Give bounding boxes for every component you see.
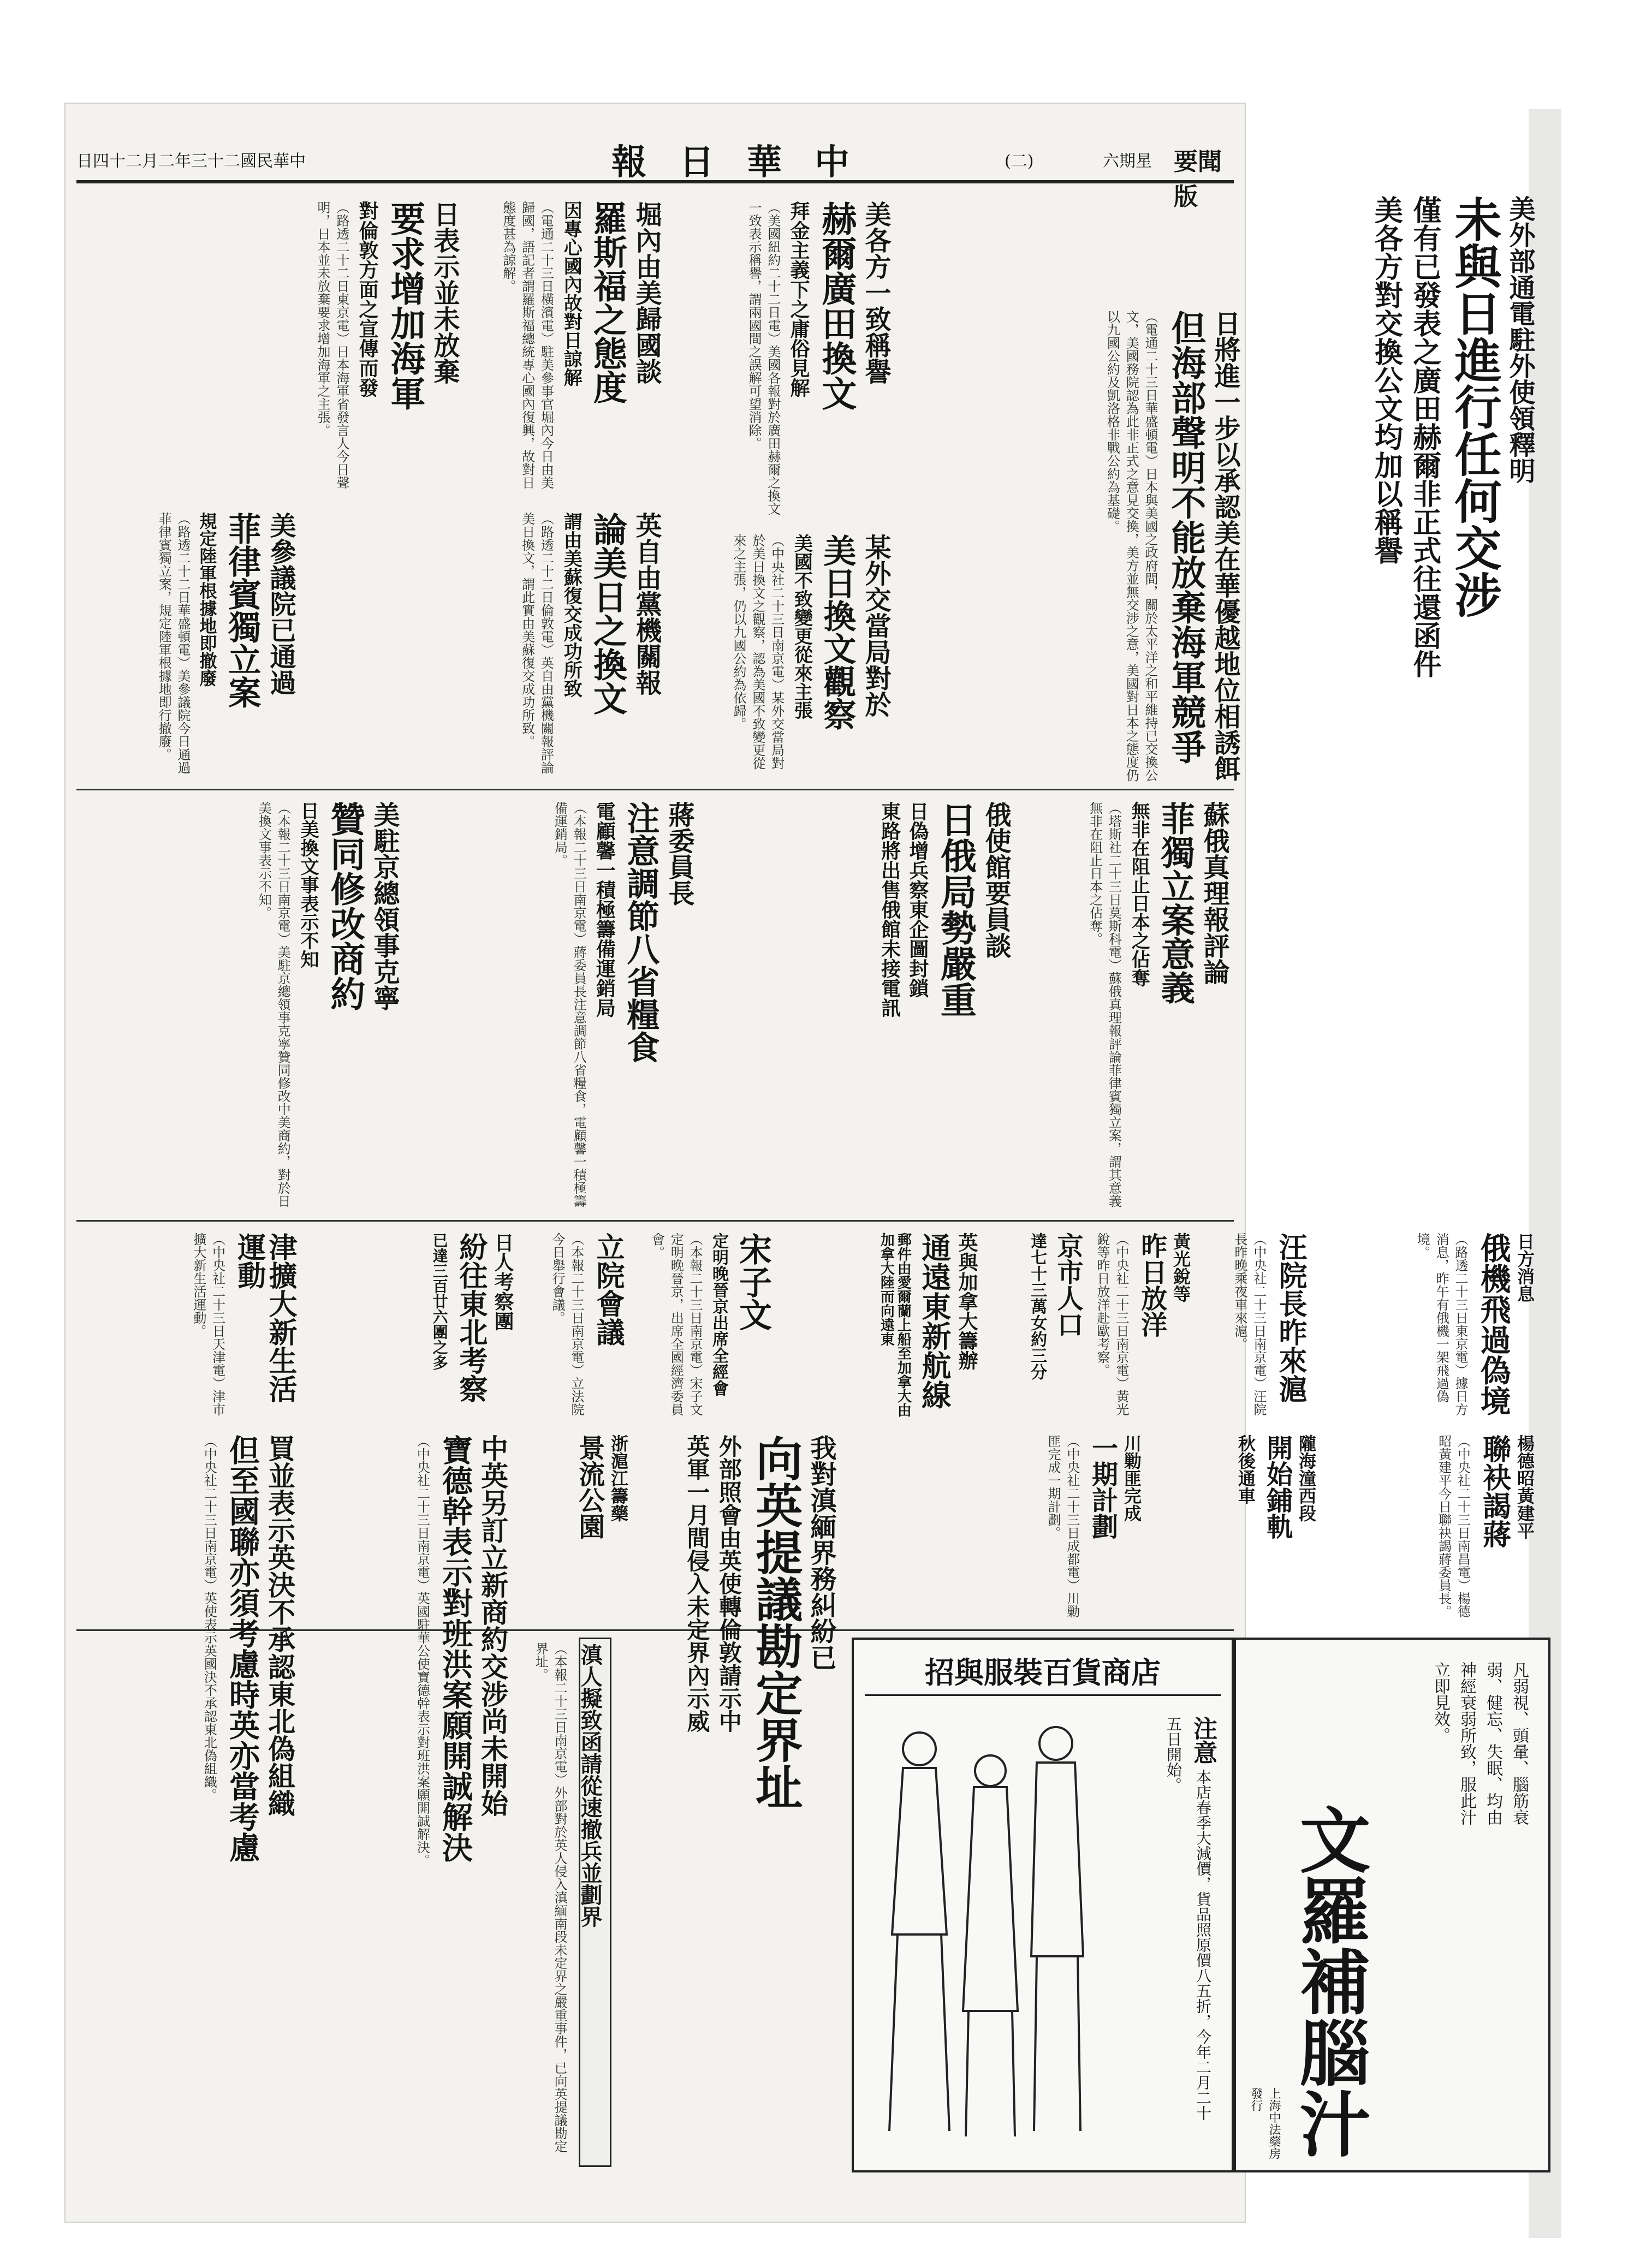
article-headline: 昨日放洋 bbox=[1136, 1233, 1167, 1337]
article-headline: 京市人口 bbox=[1053, 1233, 1083, 1337]
article-headline: 赫爾廣田換文 bbox=[816, 201, 857, 410]
article-kicker: 某外交當局對於 bbox=[860, 534, 891, 717]
masthead bbox=[76, 131, 1234, 211]
article-deck-2: 英軍一月間侵入未定界內示威 bbox=[684, 1434, 711, 1733]
article-deck: 電顧馨一積極籌備運銷局 bbox=[593, 801, 616, 1017]
article-diplomatic-view bbox=[677, 529, 895, 786]
article-body: （中央社二十三日南京電）英國駐華公使寶德幹表示對班洪案願開誠解決。 bbox=[414, 1434, 430, 1867]
article-headline: 菲獨立案意義 bbox=[1155, 801, 1196, 1004]
article-grain-regulation bbox=[415, 797, 699, 1212]
article-yang-huang bbox=[1332, 1430, 1540, 1627]
article-body: （本報二十三日南京電）美駐京總領事克寧贊同修改中美商約，對於日美換文事表示不知。 bbox=[256, 801, 291, 1207]
article-headline: 宋子文 bbox=[734, 1233, 772, 1331]
article-manchukuo-recognition bbox=[82, 1430, 300, 2167]
article-headline: 未與日進行任何交涉 bbox=[1446, 195, 1502, 618]
column-rule bbox=[76, 1220, 1234, 1222]
article-kicker: 日表示並未放棄 bbox=[429, 201, 460, 384]
column-rule bbox=[76, 789, 1234, 790]
brain-tonic-ad bbox=[1234, 1638, 1550, 2172]
article-soviet-embassy bbox=[710, 797, 1015, 1212]
article-japanese-survey bbox=[306, 1228, 519, 1425]
article-kicker: 英與加拿大籌辦 bbox=[955, 1233, 978, 1370]
article-deck-2: 東路將出售俄館未接電訊 bbox=[878, 801, 901, 1017]
article-horinouchi bbox=[480, 197, 666, 502]
article-kicker: 川勦匪完成 bbox=[1121, 1434, 1142, 1522]
article-body: （中央社二十三日南京電）某外交當局對於美日換文之觀察，認為美國不致變更從來之主張，仍以九國公約為依歸。 bbox=[731, 534, 785, 770]
article-headline: 但海部聲明不能放棄海軍競爭 bbox=[1165, 310, 1207, 764]
article-kicker: 買並表示英決不承認東北偽組織 bbox=[264, 1434, 296, 1817]
ad-notice-body: 本店春季大減價，貨品照原價八五折，今年二月二十五日開始。 bbox=[1164, 1716, 1212, 2121]
article-deck: 僅有已發表之廣田赫爾非正式往還函件 bbox=[1407, 195, 1441, 678]
article-body: （中央社二十三日南京電）汪院長昨晚乘夜車來滬。 bbox=[1232, 1233, 1267, 1416]
article-body: （本報二十三日南京電）蔣委員長注意調節八省糧食，電顧馨一積極籌備運銷局。 bbox=[552, 801, 587, 1207]
article-headline: 景流公園 bbox=[574, 1434, 605, 1539]
article-kicker: 美駐京總領事克寧 bbox=[369, 801, 400, 1011]
article-legislative-meeting bbox=[524, 1228, 628, 1425]
article-body: （塔斯社二十三日莫斯科電）蘇俄真理報評論菲律賓獨立案，謂其意義無非在阻止日本之佔奪。 bbox=[1087, 801, 1122, 1207]
article-body: （電通二十三日華盛頓電）日本與美國之政府間，關於太平洋之和平維持已交換公文，美國務院認為此非正式之意見交換，美方並無交涉之意，美國對日本之態度仍以九國公約及凱洛格非戰公約為基礎。 bbox=[1104, 310, 1158, 782]
article-body: （路透二十二日東京電）日本海軍省發言人今日聲明，日本並未放棄要求增加海軍之主張。 bbox=[315, 201, 349, 489]
article-sichuan-plan bbox=[983, 1430, 1146, 1627]
article-deck: 秋後通車 bbox=[1235, 1434, 1256, 1504]
article-body: （中央社二十三日天津電）津市擴大新生活運動。 bbox=[191, 1233, 225, 1416]
article-kicker: 堀內由美歸國談 bbox=[631, 201, 662, 384]
article-body: （路透二十二日華盛頓電）美參議院今日通過菲律賓獨立案，規定陸軍根據地即行撤廢。 bbox=[156, 512, 191, 774]
article-deck: 定明晚晉京出席全經會 bbox=[709, 1233, 728, 1396]
article-headline: 津擴大新生活運動 bbox=[232, 1233, 297, 1403]
ad-brand: 文羅補腦汁 bbox=[1288, 1803, 1371, 2158]
article-new-air-route bbox=[781, 1228, 983, 1425]
article-us-praise-exchange bbox=[677, 197, 895, 524]
article-body: （本報二十三日南京電）立法院今日舉行會議。 bbox=[550, 1233, 584, 1416]
article-kicker: 日人考察團 bbox=[491, 1233, 514, 1331]
article-body: （中央社二十三日成都電）川勦匪完成一期計劃。 bbox=[1045, 1434, 1080, 1618]
article-kicker: 美各方一致稱譽 bbox=[860, 201, 891, 384]
article-kicker: 日將進一步以承認美在華優越地位相誘餌 bbox=[1210, 310, 1240, 782]
article-longhai-railway bbox=[1157, 1430, 1321, 1627]
section-name: 要聞版 bbox=[1174, 148, 1222, 211]
garment-store-ad bbox=[852, 1638, 1234, 2172]
article-body: （中央社二十三日南昌電）楊德昭黃建平今日聯袂謁蔣委員長。 bbox=[1436, 1434, 1471, 1618]
newspaper-title: 報日華中 bbox=[611, 142, 882, 183]
article-deck: 拜金主義下之庸俗見解 bbox=[787, 201, 811, 397]
article-body: （中央社二十三日南京電）黃光銳等昨日放洋赴歐考察。 bbox=[1095, 1233, 1129, 1416]
article-headline: 但至國聯亦須考慮時英亦當考慮 bbox=[224, 1434, 260, 1862]
article-wang-arrival bbox=[1201, 1228, 1310, 1425]
article-headline: 開始鋪軌 bbox=[1262, 1434, 1293, 1539]
article-tv-soong bbox=[633, 1228, 775, 1425]
article-kicker: 黃光銳等 bbox=[1170, 1233, 1191, 1302]
article-kicker: 蘇俄真理報評論 bbox=[1199, 801, 1229, 985]
article-headline: 滇人擬致函請從速撤兵並劃界 bbox=[577, 1644, 603, 1927]
article-kicker: 俄使館要員談 bbox=[981, 801, 1011, 959]
article-deck: 日美換文事表示不知 bbox=[297, 801, 319, 968]
article-headline: 通遠東新航線 bbox=[917, 1233, 952, 1409]
article-body: （本報二十三日南京電）宋子文定明晚晉京，出席全國經濟委員會。 bbox=[649, 1233, 703, 1416]
article-japan-navy bbox=[906, 306, 1245, 786]
article-body: （中央社二十三日南京電）英使表示英國決不承認東北偽組織。 bbox=[201, 1434, 217, 1801]
article-yunnan-burma-border bbox=[611, 1430, 841, 2167]
article-deck: 達七十三萬女約三分 bbox=[1027, 1233, 1047, 1380]
article-body: （路透二十三日東京電）據日方消息，昨午有俄機一架飛過偽境。 bbox=[1415, 1233, 1469, 1416]
article-deck-2: 美各方對交換公文均加以稱譽 bbox=[1369, 195, 1403, 564]
article-headline: 立院會議 bbox=[591, 1233, 625, 1346]
article-japan-naval-demand bbox=[82, 197, 464, 502]
article-philippine-independence bbox=[82, 508, 300, 786]
article-kicker: 楊德昭黃建平 bbox=[1514, 1434, 1535, 1539]
article-deck: 美國不致變更從來主張 bbox=[791, 534, 813, 719]
article-us-no-negotiation bbox=[1256, 191, 1540, 781]
ad-title: 招與服裝百貨商店 bbox=[865, 1651, 1221, 1696]
article-body: （美國紐約二十二日電）美國各報對於廣田赫爾之換文一致表示稱譽，謂兩國間之誤解可望消除。 bbox=[746, 201, 781, 515]
article-kicker: 美外部通電駐外使領釋明 bbox=[1505, 195, 1535, 484]
page-number: (二) bbox=[1005, 152, 1034, 171]
article-yunnan-petition bbox=[579, 1638, 611, 2167]
article-deck: 規定陸軍根據地即撤廢 bbox=[197, 512, 218, 687]
article-headline: 要求增加海軍 bbox=[384, 201, 426, 410]
article-pravda-comment bbox=[1026, 797, 1234, 1212]
ad-notice-title: 注意 bbox=[1189, 1716, 1217, 1764]
article-deck: 日偽增兵察東企圖封鎖 bbox=[906, 801, 929, 998]
article-yunnan-petition-body bbox=[524, 1638, 573, 2167]
article-liberal-paper bbox=[306, 508, 666, 786]
ad-copy: 凡弱視、頭暈、腦筋衰弱、健忘、失眠、均由神經衰弱所致，服此汁立即見效。 bbox=[1431, 1662, 1529, 1825]
article-deck: 因專心國內故對日諒解 bbox=[560, 201, 583, 386]
article-headline: 向英提議勘定界址 bbox=[747, 1434, 803, 1810]
article-kicker: 我對滇緬界務糾紛已 bbox=[806, 1434, 836, 1670]
article-soviet-plane bbox=[1321, 1228, 1540, 1425]
article-new-life-movement bbox=[82, 1228, 300, 1425]
article-treaty-revision bbox=[82, 797, 404, 1212]
article-headline: 菲律賓獨立案 bbox=[223, 512, 262, 709]
article-headline: 紛往東北考察 bbox=[454, 1233, 488, 1403]
ad-notice bbox=[1162, 1716, 1221, 2131]
article-kicker: 日方消息 bbox=[1514, 1233, 1535, 1302]
article-headline: 贊同修改商約 bbox=[324, 801, 366, 1011]
article-huang-departure bbox=[1092, 1228, 1196, 1425]
article-body: （電通二十三日橫濱電）駐美參事官堀內今日由美歸國，語記者謂羅斯福總統專心國內復興，故對日態度甚為諒解。 bbox=[500, 201, 554, 489]
article-headline: 汪院長昨來滬 bbox=[1274, 1233, 1307, 1403]
article-kicker: 中英另訂立新商約交涉尚未開始 bbox=[477, 1434, 509, 1817]
article-headline: 俄機飛過偽境 bbox=[1475, 1233, 1512, 1416]
issue-weekday: 六期星 bbox=[1103, 152, 1152, 171]
article-body: （本報二十三日南京電）外部對於英人侵入滇緬南段未定界之嚴重事件，已向英提議勘定界址。 bbox=[533, 1642, 567, 2153]
article-deck: 對倫敦方面之宣傳而發 bbox=[356, 201, 379, 397]
article-nanjing-population bbox=[988, 1228, 1086, 1425]
article-body: （路透二十二日倫敦電）英自由黨機關報評論美日換文，謂此實由美蘇復交成功所致。 bbox=[519, 512, 554, 774]
article-sino-british-treaty bbox=[306, 1430, 513, 2167]
article-kicker: 美參議院已通過 bbox=[265, 512, 296, 695]
article-headline: 一期計劃 bbox=[1087, 1434, 1118, 1539]
article-kicker: 浙滬江籌藥 bbox=[608, 1434, 629, 1522]
article-kicker: 隴海潼西段 bbox=[1296, 1434, 1317, 1522]
masthead-date: 日四十二月二年三十二國民華中 bbox=[76, 152, 306, 171]
article-headline: 聯袂謁蔣 bbox=[1477, 1434, 1511, 1548]
article-headline: 論美日之換文 bbox=[587, 512, 628, 715]
article-headline: 寶德幹表示對班洪案願開誠解決 bbox=[437, 1434, 473, 1862]
article-deck: 郵件由愛爾蘭上船至加拿大由加拿大陸而向遠東 bbox=[878, 1233, 912, 1417]
ad-maker: 上海中法藥房發行 bbox=[1249, 2087, 1281, 2159]
fashion-figures-illustration bbox=[870, 1705, 1100, 2153]
article-kicker: 英自由黨機關報 bbox=[631, 512, 662, 695]
article-deck: 謂由美蘇復交成功所致 bbox=[560, 512, 583, 698]
article-deck: 已達三百廿六團之多 bbox=[430, 1233, 449, 1370]
article-deck: 外部照會由英使轉倫敦請示中 bbox=[715, 1434, 742, 1733]
article-headline: 日俄局勢嚴重 bbox=[934, 801, 977, 1017]
article-kicker: 蔣委員長 bbox=[664, 801, 694, 906]
article-headline: 羅斯福之態度 bbox=[587, 201, 628, 404]
article-deck: 無非在阻止日本之佔奪 bbox=[1128, 801, 1150, 987]
article-headline: 美日換文觀察 bbox=[818, 534, 857, 730]
article-headline: 注意調節八省糧食 bbox=[621, 801, 660, 1063]
